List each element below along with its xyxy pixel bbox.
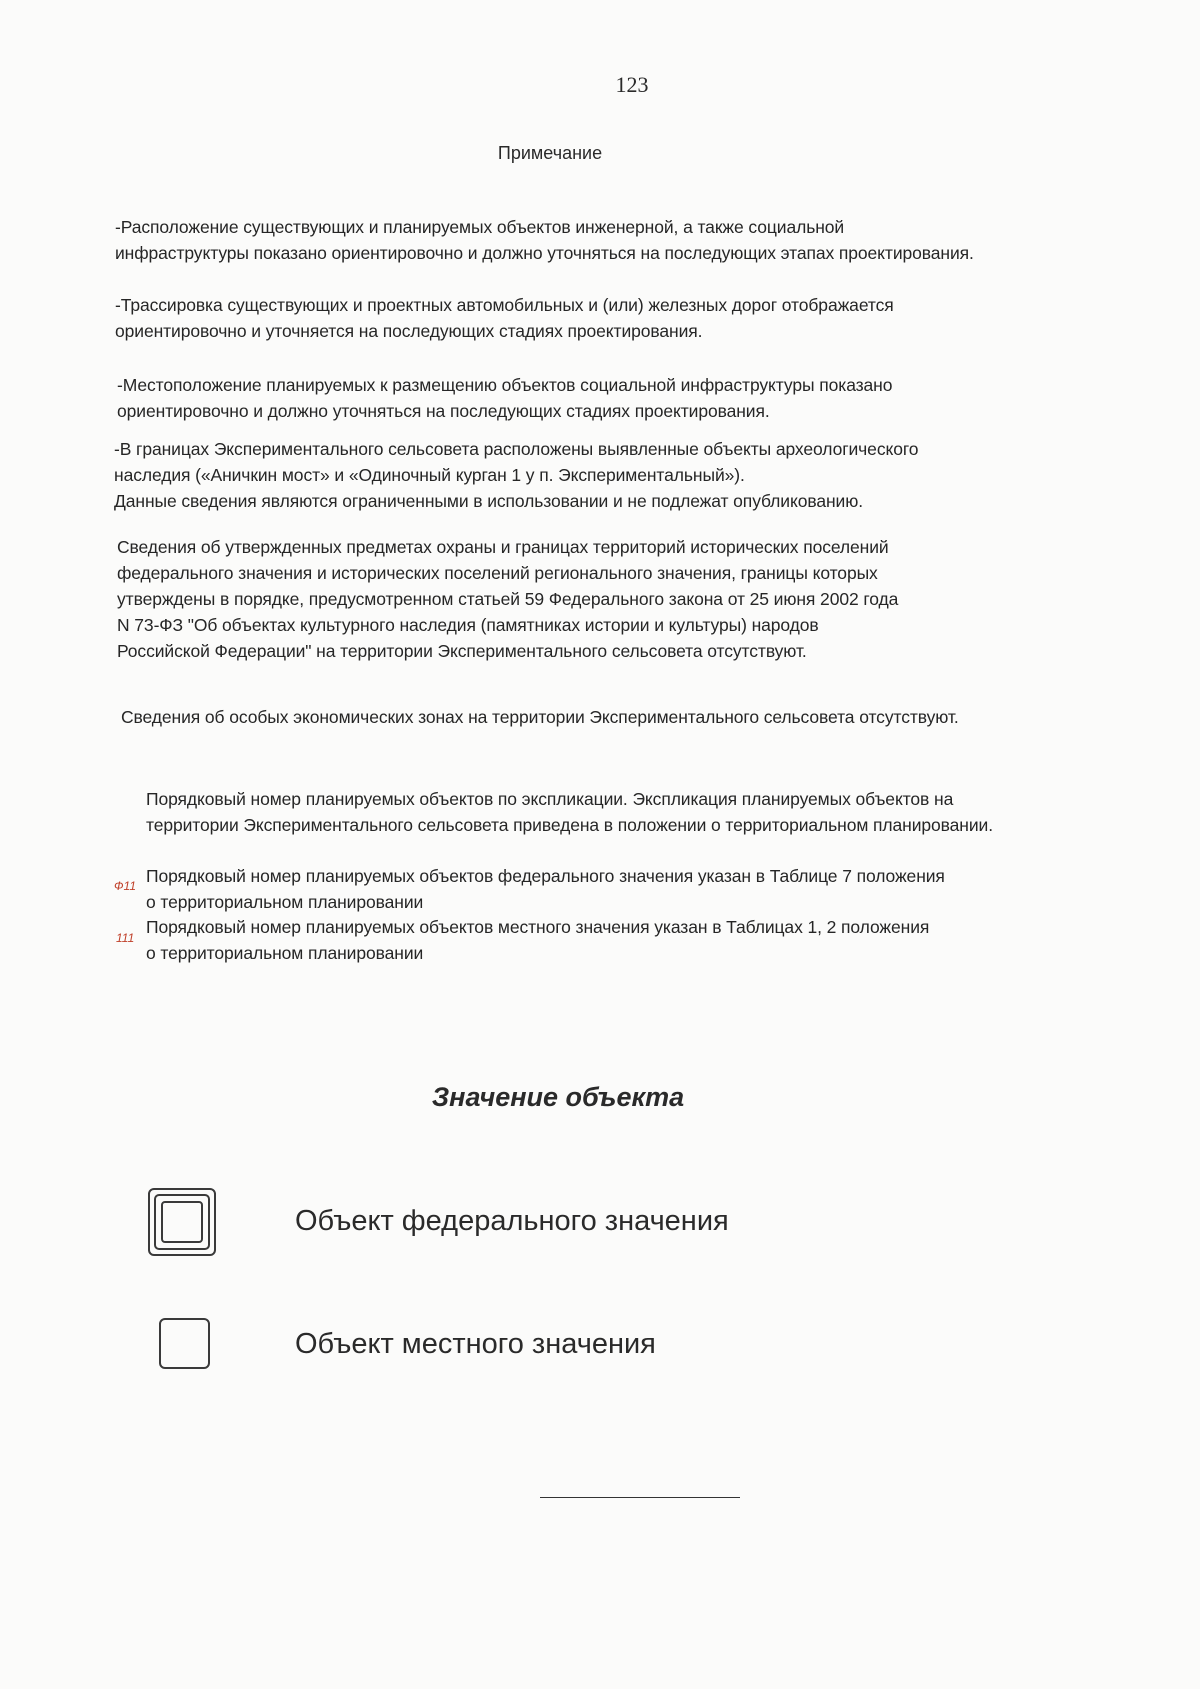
note-paragraph-historical <box>117 534 898 664</box>
note-paragraph-economic-zones <box>121 704 959 730</box>
bottom-divider <box>540 1497 740 1498</box>
legend-title: Значение объекта <box>431 1082 685 1112</box>
local-number-marker: 111 <box>116 931 135 945</box>
note-paragraph-archaeology <box>114 436 918 514</box>
text-line: Данные сведения являются ограниченными в использовании и не подлежат опубликованию. <box>114 491 864 511</box>
text-line: Порядковый номер планируемых объектов по экспликации. Экспликация планируемых объектов на <box>146 789 954 809</box>
text-line: о территориальном планировании <box>146 943 424 963</box>
text-line: Сведения об особых экономических зонах на территории Экспериментального сельсовета отсутствуют. <box>121 707 959 727</box>
text-line: утверждены в порядке, предусмотренном статьей 59 Федерального закона от 25 июня 2002 года <box>117 589 899 609</box>
page-number: 123 <box>615 72 649 97</box>
text-line: -В границах Экспериментального сельсовета расположены выявленные объекты археологического <box>114 439 919 459</box>
text-line: Сведения об утвержденных предметах охраны и границах территорий исторических поселений <box>117 537 889 557</box>
legend-local-label: Объект местного значения <box>295 1328 656 1360</box>
text-line: Порядковый номер планируемых объектов федерального значения указан в Таблице 7 положения <box>146 866 945 886</box>
local-object-symbol-icon <box>159 1318 210 1369</box>
text-line: территории Экспериментального сельсовета приведена в положении о территориальном планировании. <box>146 815 993 835</box>
note-paragraph-roads <box>115 292 894 344</box>
text-line: N 73-ФЗ "Об объектах культурного наследия (памятниках истории и культуры) народов <box>117 615 819 635</box>
note-title: Примечание <box>497 143 603 163</box>
text-line: -Местоположение планируемых к размещению объектов социальной инфраструктуры показано <box>117 375 893 395</box>
text-line: ориентировочно и уточняется на последующих стадиях проектирования. <box>115 321 703 341</box>
text-line: -Расположение существующих и планируемых объектов инженерной, а также социальной <box>115 217 845 237</box>
text-line: инфраструктуры показано ориентировочно и должно уточняться на последующих этапах проектирования. <box>115 243 974 263</box>
text-line: Российской Федерации" на территории Экспериментального сельсовета отсутствуют. <box>117 641 807 661</box>
federal-object-symbol-icon <box>148 1188 216 1256</box>
note-paragraph-local-number <box>146 914 929 966</box>
note-paragraph-explication <box>146 786 993 838</box>
federal-number-marker: Ф11 <box>114 879 136 893</box>
note-paragraph-social <box>117 372 892 424</box>
text-line: Порядковый номер планируемых объектов местного значения указан в Таблицах 1, 2 положения <box>146 917 930 937</box>
text-line: о территориальном планировании <box>146 892 424 912</box>
text-line: наследия («Аничкин мост» и «Одиночный курган 1 у п. Экспериментальный»). <box>114 465 745 485</box>
text-line: -Трассировка существующих и проектных автомобильных и (или) железных дорог отображается <box>115 295 894 315</box>
note-paragraph-federal-number <box>146 863 945 915</box>
legend-federal-label: Объект федерального значения <box>295 1205 729 1237</box>
note-paragraph-location <box>115 214 974 266</box>
text-line: ориентировочно и должно уточняться на последующих стадиях проектирования. <box>117 401 770 421</box>
text-line: федерального значения и исторических поселений регионального значения, границы которых <box>117 563 878 583</box>
